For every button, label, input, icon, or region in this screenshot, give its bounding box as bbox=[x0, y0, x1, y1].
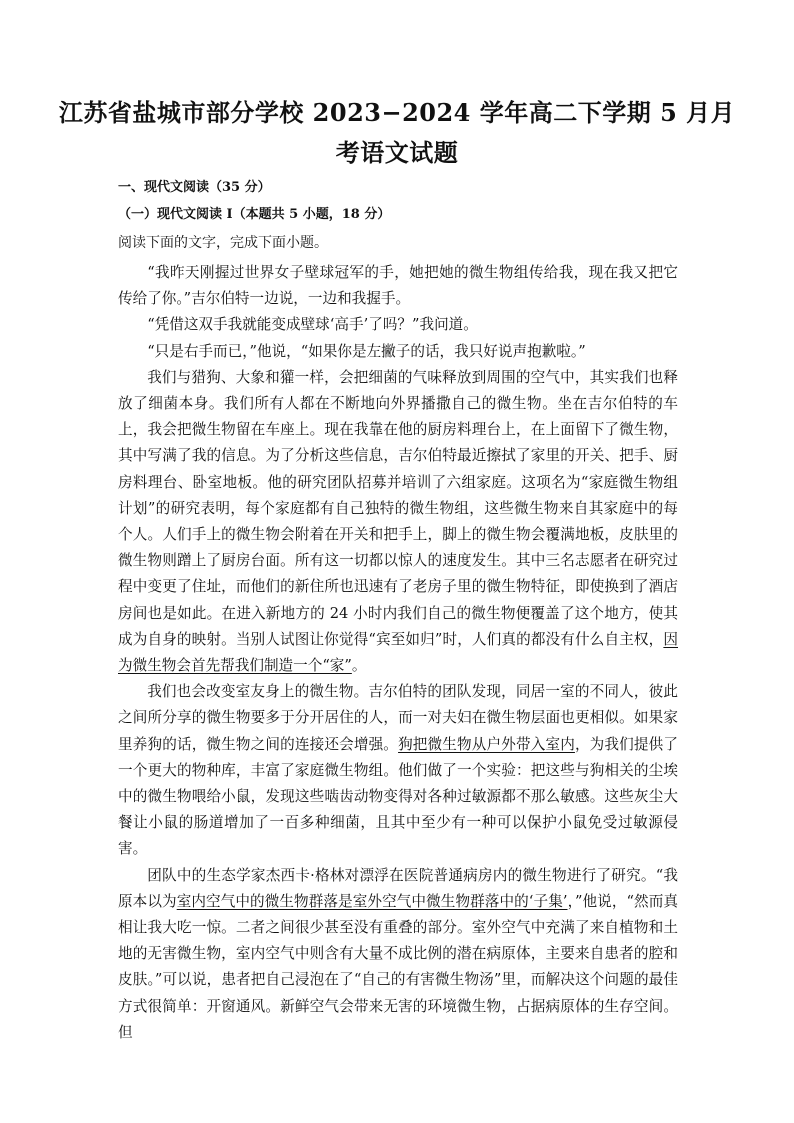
paragraph-1: “我昨天刚握过世界女子壁球冠军的手，她把她的微生物组传给我，现在我又把它传给了你。”吉尔伯特一边说，一边和我握手。 bbox=[118, 264, 678, 308]
paragraph-6 bbox=[118, 863, 678, 1046]
document-body bbox=[118, 178, 678, 1046]
reading-instruction: 阅读下面的文字，完成下面小题。 bbox=[118, 235, 328, 251]
paragraph-3: “只是右手而已，”他说，“如果你是左撇子的话，我只好说声抱歉啦。” bbox=[147, 342, 586, 360]
paragraph-4 bbox=[118, 365, 678, 679]
underlined-phrase-subset: 室内空气中的微生物群落是室外空气中微生物群落中的‘子集’ bbox=[176, 892, 568, 910]
paragraph-5 bbox=[118, 679, 678, 862]
paragraph-5-text-b: ，为我们提供了一个更大的物种库，丰富了家庭微生物组。他们做了一个实验：把这些与狗相关的尘埃中的微生物喂给小鼠，发现这些啮齿动物变得对各种过敏源都不那么敏感。这些灰尘大餐让小鼠的肠道增加了一百多种细菌，且其中至少有一种可以保护小鼠免受过敏源侵害。 bbox=[118, 735, 678, 858]
paragraph-6-text-a: 团队中的生态学家杰西卡·格林对漂浮在医院普通病房内的微生物进行了研究。“我原本以为 bbox=[118, 866, 678, 910]
section-heading: 一、现代文阅读（35 分） bbox=[118, 180, 271, 195]
paragraph-2: “凭借这双手我就能变成壁球‘高手’了吗？”我问道。 bbox=[147, 316, 478, 334]
paragraph-4-text: 我们与猎狗、大象和獾一样，会把细菌的气味释放到周围的空气中，其实我们也释放了细菌本身。我们所有人都在不断地向外界播撒自己的微生物。坐在吉尔伯特的车上，我会把微生物留在车座上。现在我靠在他的厨房料理台上，在上面留下了微生物，其中写满了我的信息。为了分析这些信息，吉尔伯特最近擦拭了家里的开关、把手、厨房料理台、卧室地板。他的研究团队招募并培训了六组家庭。这项名为“家庭微生物组计划”的研究表明，每个家庭都有自己独特的微生物组，这些微生物来自其家庭中的每个人。人们手上的微生物会附着在开关和把手上，脚上的微生物会覆满地板，皮肤里的微生物则蹭上了厨房台面。所有这一切都以惊人的速度发生。其中三名志愿者在研究过程中变更了住址，而他们的新住所也迅速有了老房子里的微生物特征，即使换到了酒店房间也是如此。在进入新地方的 24 小时内我们自己的微生物便覆盖了这个地方，使其成为自身的映射。当别人试图让你觉得“宾至如归”时，人们真的都没有什么自主权， bbox=[118, 368, 678, 648]
paragraph-5-text-a: 我们也会改变室友身上的微生物。吉尔伯特的团队发现，同居一室的不同人，彼此之间所分享的微生物要多于分开居住的人，而一对夫妇在微生物层面也更相似。如果家里养狗的话，微生物之间的连接还会增强。 bbox=[118, 683, 678, 753]
document-title-line-1: 江苏省盐城市部分学校 2023−2024 学年高二下学期 5 月月 bbox=[58, 98, 736, 127]
subsection-heading: （一）现代文阅读 I（本题共 5 小题，18 分） bbox=[118, 207, 391, 222]
paragraph-6-text-b: ，”他说，“然而真相让我大吃一惊。二者之间很少甚至没有重叠的部分。室外空气中充满了来自植物和土地的无害微生物，室内空气中则含有大量不成比例的潜在病原体，主要来自患者的腔和皮肤。”可以说，患者把自己浸泡在了“自己的有害微生物汤”里，而解决这个问题的最佳方式很简单：开窗通风。新鲜空气会带来无害的环境微生物，占据病原体的生存空间。但 bbox=[118, 892, 678, 1041]
document-title-line-2: 考语文试题 bbox=[335, 138, 459, 167]
underlined-phrase-dog: 狗把微生物从户外带入室内 bbox=[398, 735, 575, 753]
underlined-phrase-home: 因为微生物会首先帮我们制造一个“家” bbox=[118, 630, 678, 675]
paragraph-4-end: 。 bbox=[351, 657, 367, 675]
